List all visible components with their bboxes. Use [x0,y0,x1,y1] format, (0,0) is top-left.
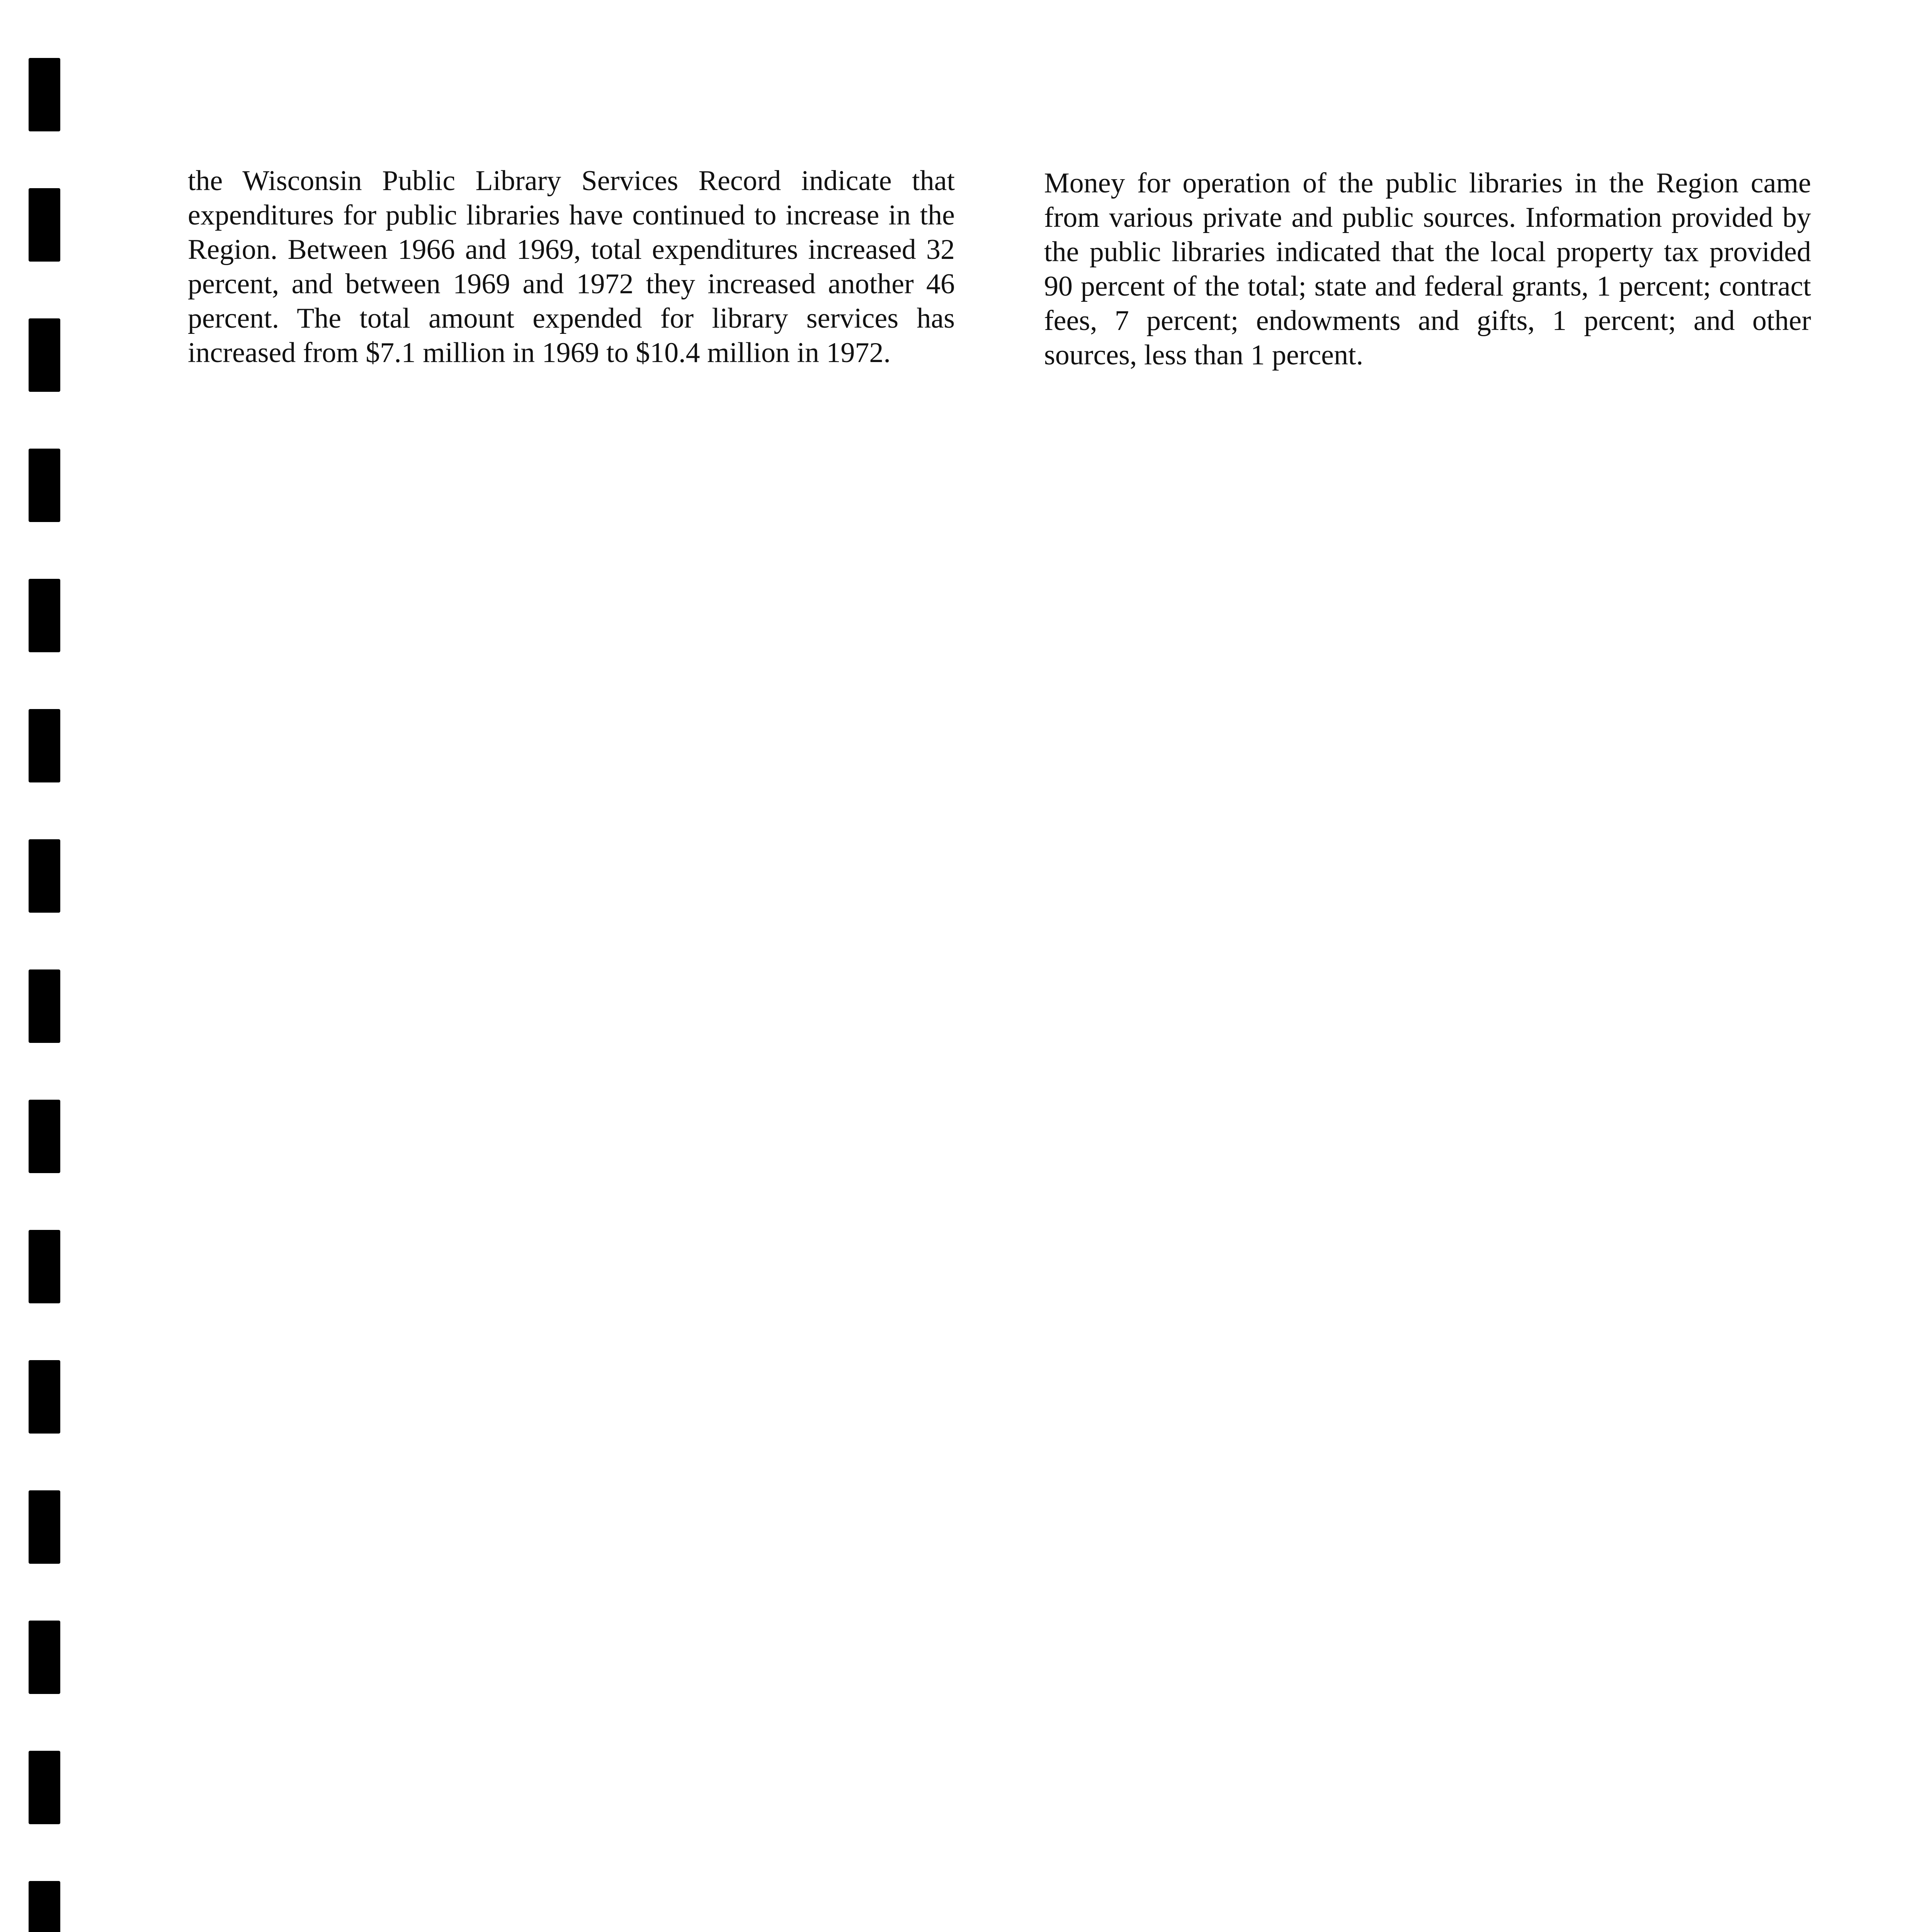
binding-mark [29,709,60,782]
binding-mark [29,58,60,131]
binding-mark [29,839,60,913]
right-column-paragraph: Money for operation of the public libraries in the Region came from various private and public sources. Information provided by the public libraries indicated that the local property tax provided 90 percent of the total; state and federal grants, 1 percent; contract fees, 7 percent; endowments and gifts, 1 percent; and other sources, less than 1 percent. [1044,167,1811,371]
binding-mark [29,1751,60,1824]
binding-mark [29,1360,60,1434]
binding-mark [29,449,60,522]
left-column-paragraph: the Wisconsin Public Library Services Record indicate that expenditures for public libraries have continued to increase in the Region. Between 1966 and 1969, total expenditures increased 32 percent, and between 1969 and 1972 they increased another 46 percent. The total amount expended for library services has increased from $7.1 million in 1969 to $10.4 million in 1972. [188,165,955,369]
binding-mark [29,188,60,262]
binding-mark [29,1100,60,1173]
binding-strip [29,0,60,1932]
binding-mark [29,318,60,392]
binding-mark [29,579,60,652]
binding-mark [29,969,60,1043]
binding-mark [29,1881,60,1932]
binding-mark [29,1621,60,1694]
binding-mark [29,1490,60,1564]
binding-mark [29,1230,60,1303]
